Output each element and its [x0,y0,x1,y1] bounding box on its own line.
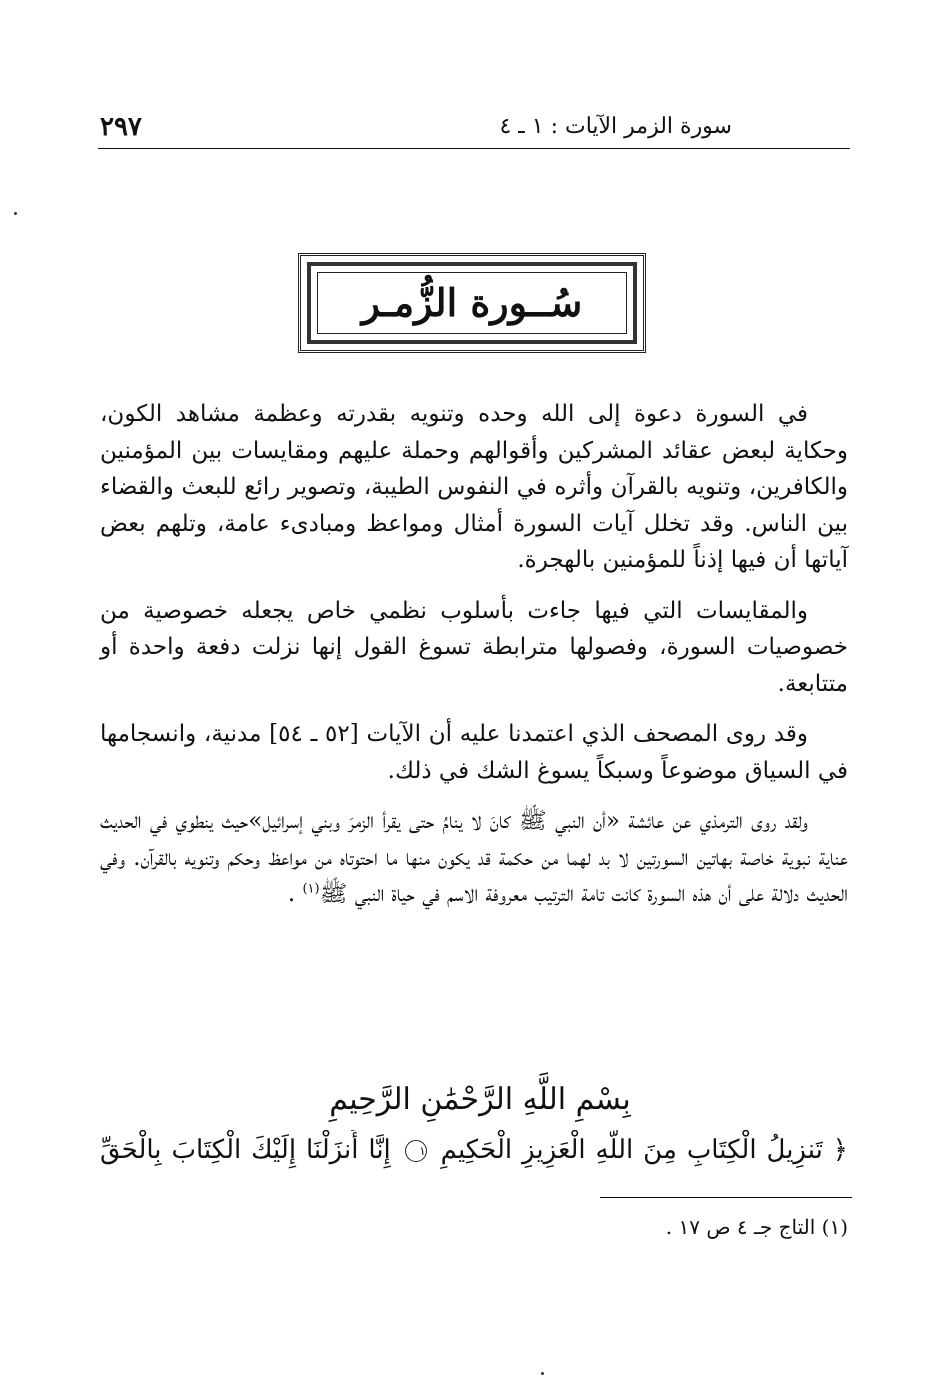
paragraph-style: والمقايسات التي فيها جاءت بأسلوب نظمي خاص يجعله خصوصية من خصوصيات السورة، وفصولها مترابطة تسوغ القول إنها نزلت دفعة واحدة أو متتابعة. [100,597,848,697]
basmala: بِسْمِ اللَّهِ الرَّحْمَٰنِ الرَّحِيمِ [329,1082,631,1117]
surah-title-frame [298,253,646,353]
title-panel [317,272,627,334]
paragraph-intro: في السورة دعوة إلى الله وحده وتنويه بقدرته وعظمة مشاهد الكون، وحكاية لبعض عقائد المشركين وأقوالهم وحملة عليهم ومقايسات بين المؤمنين والكافرين، وتنويه بالقرآن وأثره في النفوس الطيبة، وتصوير رائع للبعث والقضاء بين الناس. وقد تخلل آيات السورة أمثال ومواعظ ومبادىء عامة، وتلهم بعض آياتها أن فيها إذناً للمؤمنين بالهجرة. [100,401,848,573]
ayah-number-marker: ١ [405,1140,427,1162]
paragraph-madani-verses: وقد روى المصحف الذي اعتمدنا عليه أن الآيات [٥٢ ـ ٥٤] مدنية، وانسجامها في السياق موضوعاً وسبكاً يسوغ الشك في ذلك. [100,721,848,784]
hadith-text: ولقد روى الترمذي عن عائشة «أن النبي ﷺ كانَ لا ينامُ حتى يقرأ الزمرَ وبني إسرائيل»حيث ينطوي في الحديث عناية نبوية خاصة بهاتين السورتين لا بد لهما من حكمة قد يكون منها ما احتوتاه من مواعظ وحكم وتنويه بالقرآن. وفي الحديث دلالة على أن هذه السورة كانت تامة الترتيب معروفة الاسم في حياة النبي ﷺ [100,808,848,907]
paragraph-hadith [100,803,848,913]
running-title: سورة الزمر الآيات : ١ ـ ٤ [499,114,732,139]
ornamental-border [307,262,637,344]
footnote-reference: (١) [302,881,320,897]
quran-verse-line [100,1130,848,1170]
footnote: (١) التاج جـ ٤ ص ١٧ . [665,1215,848,1239]
footnote-rule [600,1197,852,1198]
paragraph-end: . [287,881,303,907]
scan-speck [541,1372,544,1375]
scan-speck [14,212,17,215]
surah-title: سُــورة الزُّمـر [361,280,583,325]
verse-part-2: إِنَّا أَنزَلْنَا إِلَيْكَ الْكِتَابَ بِالْحَقِّ [100,1135,391,1165]
body-text [100,396,848,927]
header-rule [98,148,850,149]
verse-part-1: تَنزِيلُ الْكِتَابِ مِنَ اللَّهِ الْعَزِيزِ الْحَكِيمِ [440,1135,823,1165]
verse-open-bracket: ﴿ [832,1135,848,1165]
page-header [100,112,848,144]
page-number: ٢٩٧ [100,112,142,142]
